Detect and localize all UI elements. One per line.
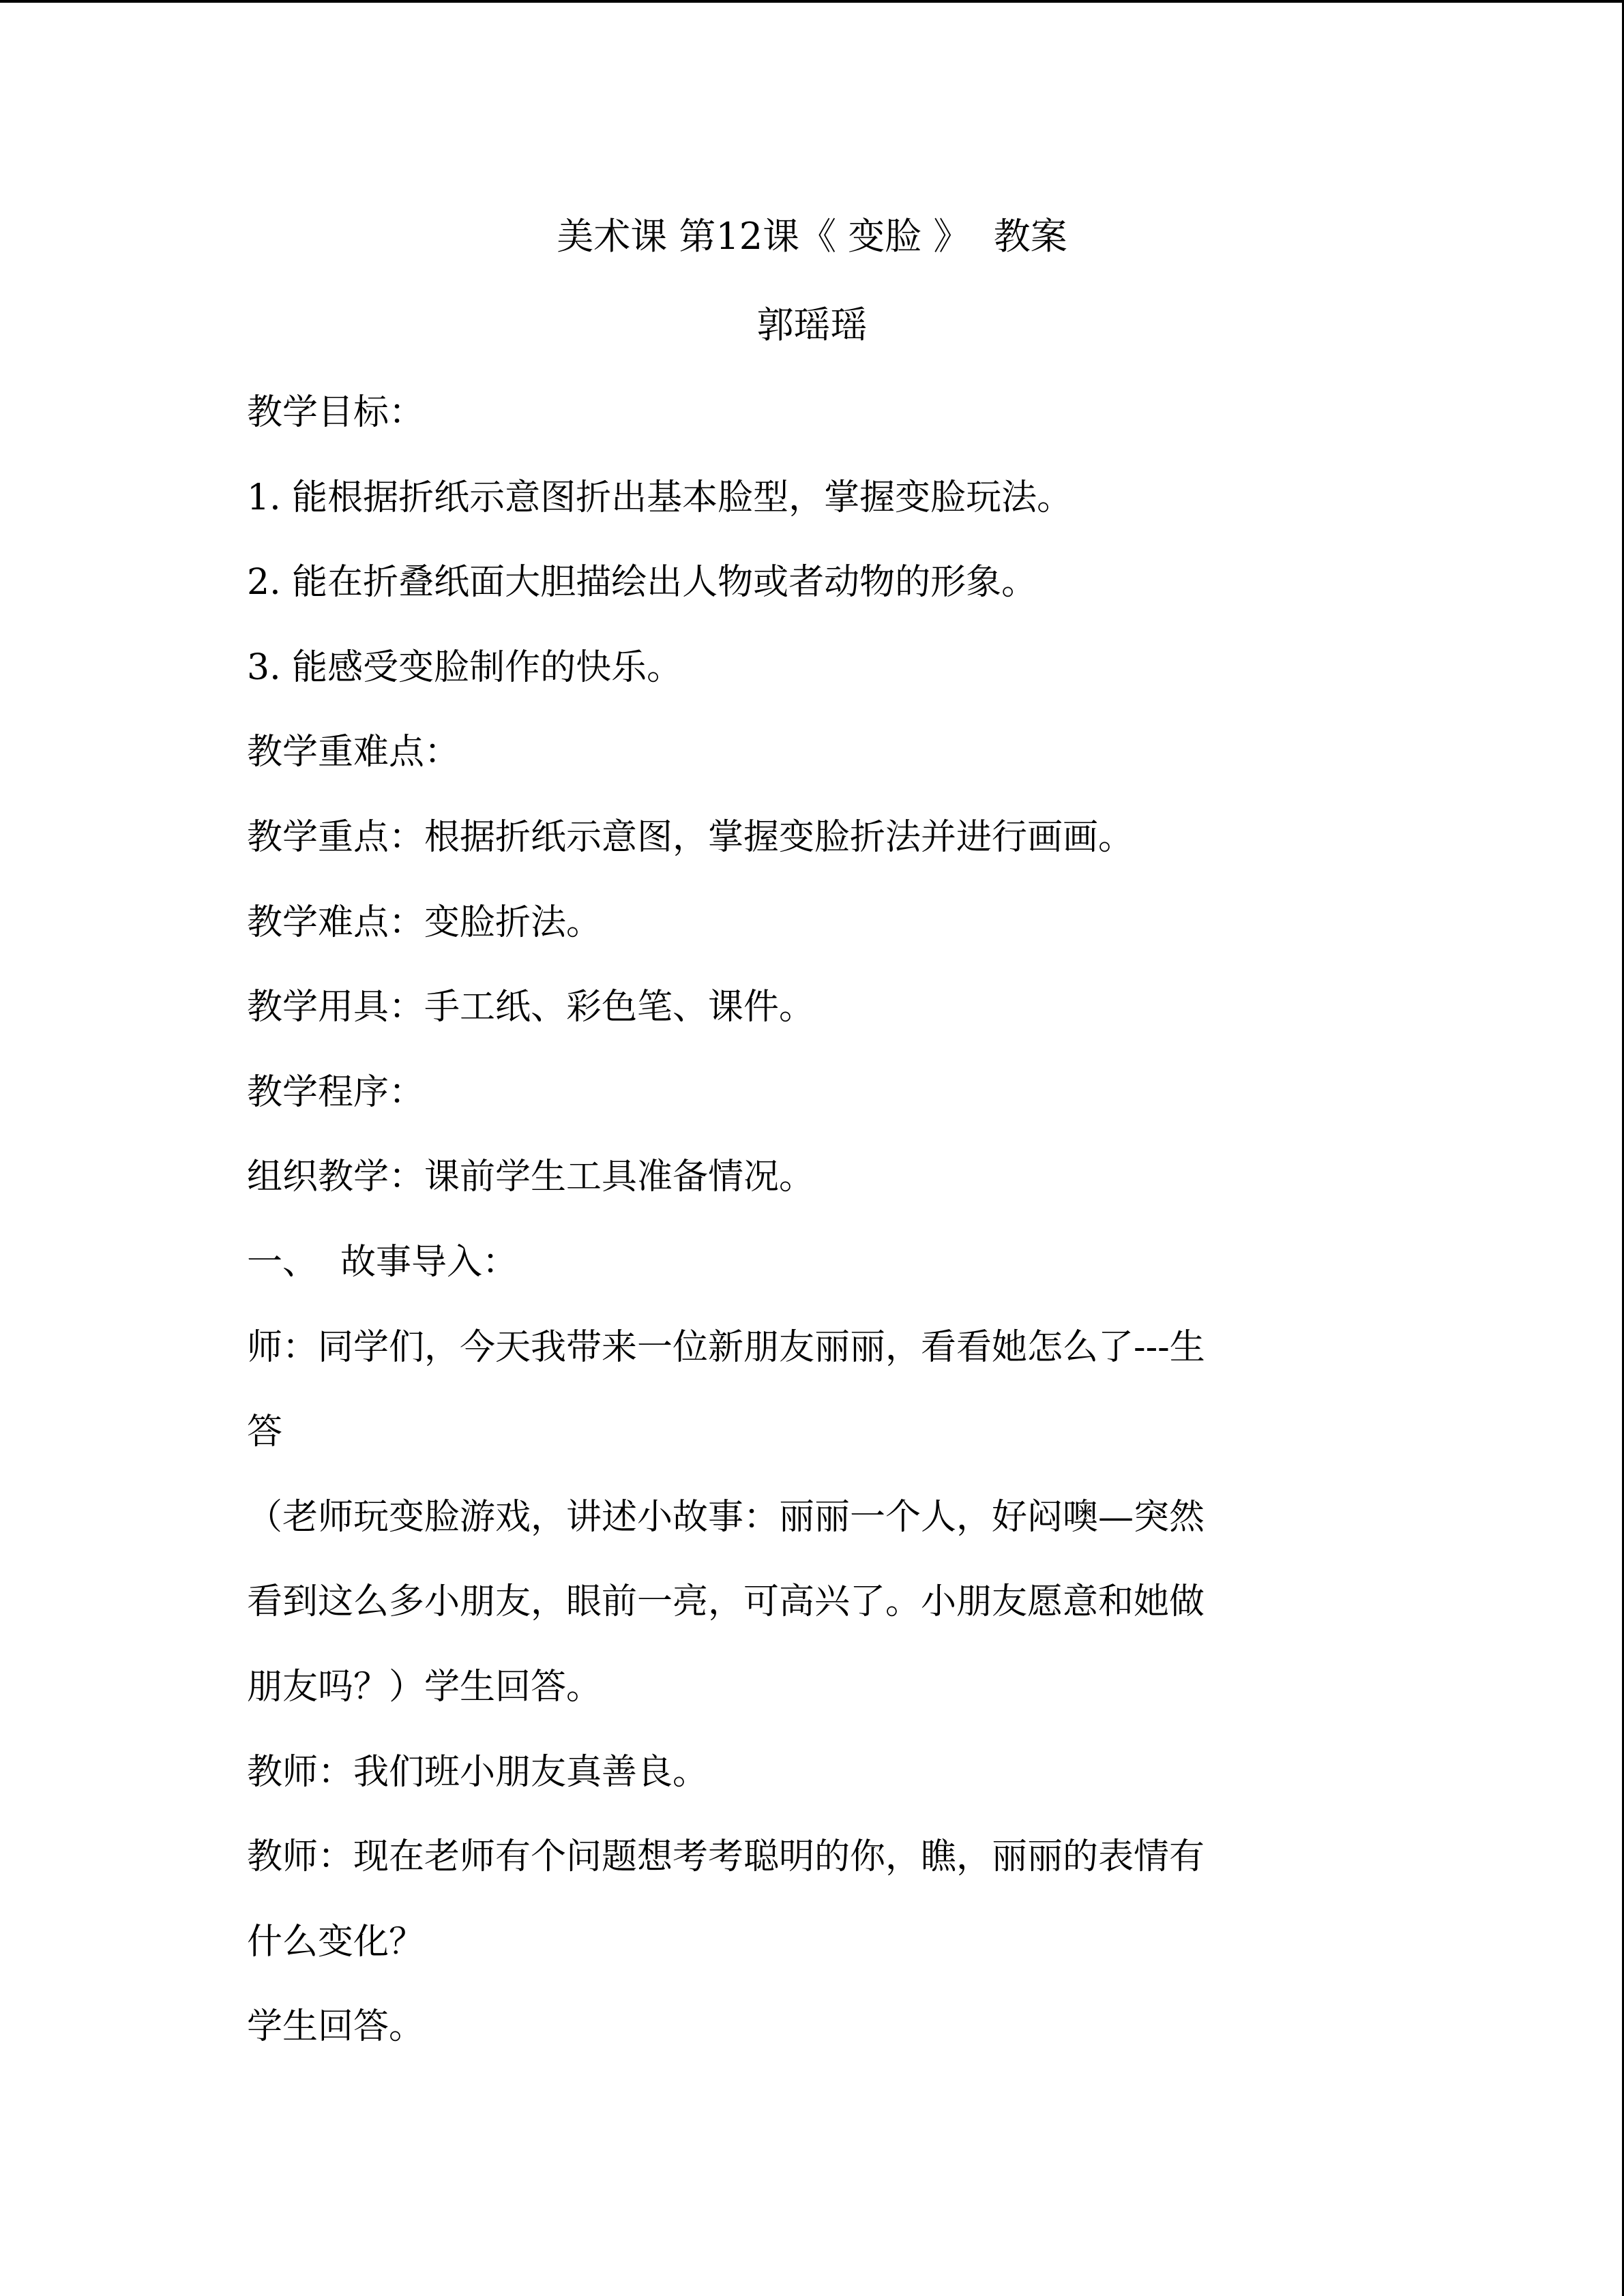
organize-teaching-text: 组织教学：课前学生工具准备情况。	[247, 1157, 815, 1198]
teaching-tools-text: 教学用具：手工纸、彩色笔、课件。	[247, 987, 815, 1028]
paragraph-line: 朋友吗？）学生回答。	[247, 1666, 602, 1708]
paragraph-line: 答	[247, 1412, 283, 1453]
difficulty-text: 教学难点：变脸折法。	[247, 901, 602, 943]
objective-item-3: 3. 能感受变脸制作的快乐。	[247, 646, 683, 688]
section-heading-key-points: 教学重难点：	[247, 732, 460, 773]
section-heading-objectives: 教学目标：	[247, 392, 425, 433]
objective-item-2: 2. 能在折叠纸面大胆描绘出人物或者动物的形象。	[247, 562, 1037, 603]
section-heading-procedure: 教学程序：	[247, 1071, 425, 1113]
paragraph-line: 学生回答。	[247, 2006, 425, 2048]
section-heading-story-intro: 一、 故事导入：	[247, 1241, 518, 1283]
paragraph-line: （老师玩变脸游戏，讲述小故事：丽丽一个人，好闷噢—突然	[247, 1496, 1205, 1538]
paragraph-line: 什么变化？	[247, 1921, 425, 1963]
paragraph-line: 看到这么多小朋友，眼前一亮，可高兴了。小朋友愿意和她做	[247, 1581, 1205, 1623]
objective-item-1: 1. 能根据折纸示意图折出基本脸型，掌握变脸玩法。	[247, 477, 1073, 518]
document-author: 郭瑶瑶	[756, 303, 868, 346]
document-title: 美术课 第12课《 变脸 》 教案	[557, 215, 1067, 258]
key-point-text: 教学重点：根据折纸示意图，掌握变脸折法并进行画画。	[247, 816, 1134, 858]
document-body	[247, 391, 1379, 2091]
paragraph-line: 教师：我们班小朋友真善良。	[247, 1751, 709, 1793]
paragraph-line: 教师：现在老师有个问题想考考聪明的你，瞧，丽丽的表情有	[247, 1836, 1205, 1878]
paragraph-line: 师：同学们，今天我带来一位新朋友丽丽，看看她怎么了---生	[247, 1326, 1205, 1368]
